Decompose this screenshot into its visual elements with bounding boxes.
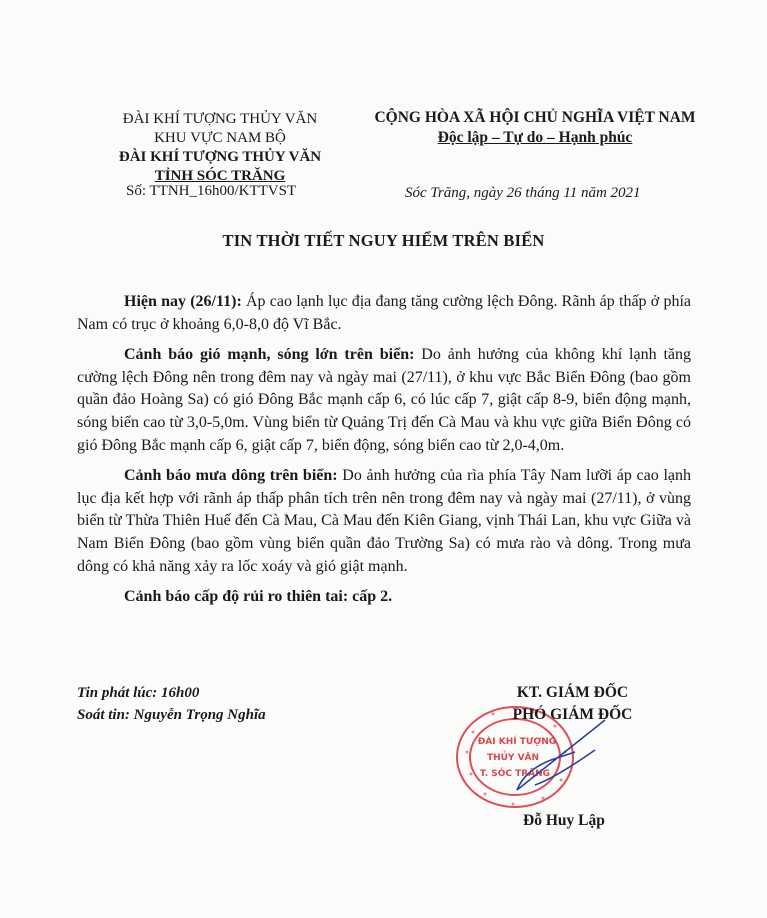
signature-block	[470, 682, 675, 726]
document-number: Số: TTNH_16h00/KTTVST	[126, 183, 297, 199]
document-title: TIN THỜI TIẾT NGUY HIỂM TRÊN BIỂN	[222, 231, 545, 250]
issuer-line-3: ĐÀI KHÍ TƯỢNG THỦY VĂN	[118, 149, 322, 165]
paragraph-text: Do ảnh hưởng của không khí lạnh tăng cường lệch Đông nên trong đêm nay và ngày mai (27/11), ở khu vực Bắc Biển Đông (bao gồm quần đảo Hoàng Sa) có gió Đông Bắc mạnh cấp 6, có lúc cấp 7, giật cấp 8-9, biển động mạnh, sóng biển cao từ 3,0-5,0m. Vùng biển từ Quảng Trị đến Cà Mau và khu vực giữa Biển Đông có gió Đông Bắc mạnh cấp 6, giật cấp 7, biển động, sóng biển cao từ 2,0-4,0m.	[77, 346, 692, 454]
paragraph-label: Cảnh báo mưa dông trên biển:	[124, 467, 338, 485]
national-header	[355, 108, 715, 148]
seal-line-1: ĐÀI KHÍ TƯỢNG	[477, 737, 557, 747]
issued-time: Tin phát lúc: 16h00	[77, 685, 200, 701]
document-body	[77, 291, 691, 617]
paragraph-wind-warning	[77, 344, 691, 457]
sign-title-1: KT. GIÁM ĐỐC	[516, 684, 629, 701]
sign-title-2: PHÓ GIÁM ĐỐC	[512, 706, 633, 723]
issuer-line-2: KHU VỰC NAM BỘ	[154, 130, 286, 146]
seal-line-3: T. SÓC TRĂNG	[479, 769, 551, 779]
reviewer: Soát tin: Nguyễn Trọng Nghĩa	[77, 707, 266, 723]
issuer-block	[104, 110, 336, 186]
paragraph-current	[77, 291, 691, 336]
national-motto: Độc lập – Tự do – Hạnh phúc	[437, 129, 633, 146]
paragraph-text: Áp cao lạnh lục địa đang tăng cường lệch Đông. Rãnh áp thấp ở phía Nam có trục ở khoảng 6,0-8,0 độ Vĩ Bắc.	[77, 293, 691, 333]
national-title: CỘNG HÒA XÃ HỘI CHỦ NGHĨA VIỆT NAM	[374, 109, 696, 126]
paragraph-label: Hiện nay (26/11):	[124, 293, 242, 310]
paragraph-storm-warning	[77, 465, 691, 578]
signer-name: Đỗ Huy Lập	[523, 812, 605, 829]
paragraph-label: Cảnh báo gió mạnh, sóng lớn trên biển:	[124, 346, 415, 364]
issuer-line-1: ĐÀI KHÍ TƯỢNG THỦY VĂN	[122, 111, 318, 127]
seal-line-2: THỦY VĂN	[486, 753, 540, 763]
issue-info	[77, 682, 266, 726]
paragraph-text: Do ảnh hưởng của rìa phía Tây Nam lưỡi áp cao lạnh lục địa kết hợp với rãnh áp thấp phân tích trên nên trong đêm nay và ngày mai (27/11), ở vùng biển từ Thừa Thiên Huế đến Cà Mau, Cà Mau đến Kiên Giang, vịnh Thái Lan, khu vực Giữa và Nam Biển Đông (bao gồm vùng biển quần đảo Trường Sa) có mưa rào và dông. Trong mưa dông có khả năng xảy ra lốc xoáy và gió giật mạnh.	[77, 467, 691, 575]
paragraph-risk-level: Cảnh báo cấp độ rủi ro thiên tai: cấp 2.	[124, 588, 393, 606]
document-date: Sóc Trăng, ngày 26 tháng 11 năm 2021	[405, 185, 641, 201]
issuer-line-4: TỈNH SÓC TRĂNG	[154, 168, 286, 184]
